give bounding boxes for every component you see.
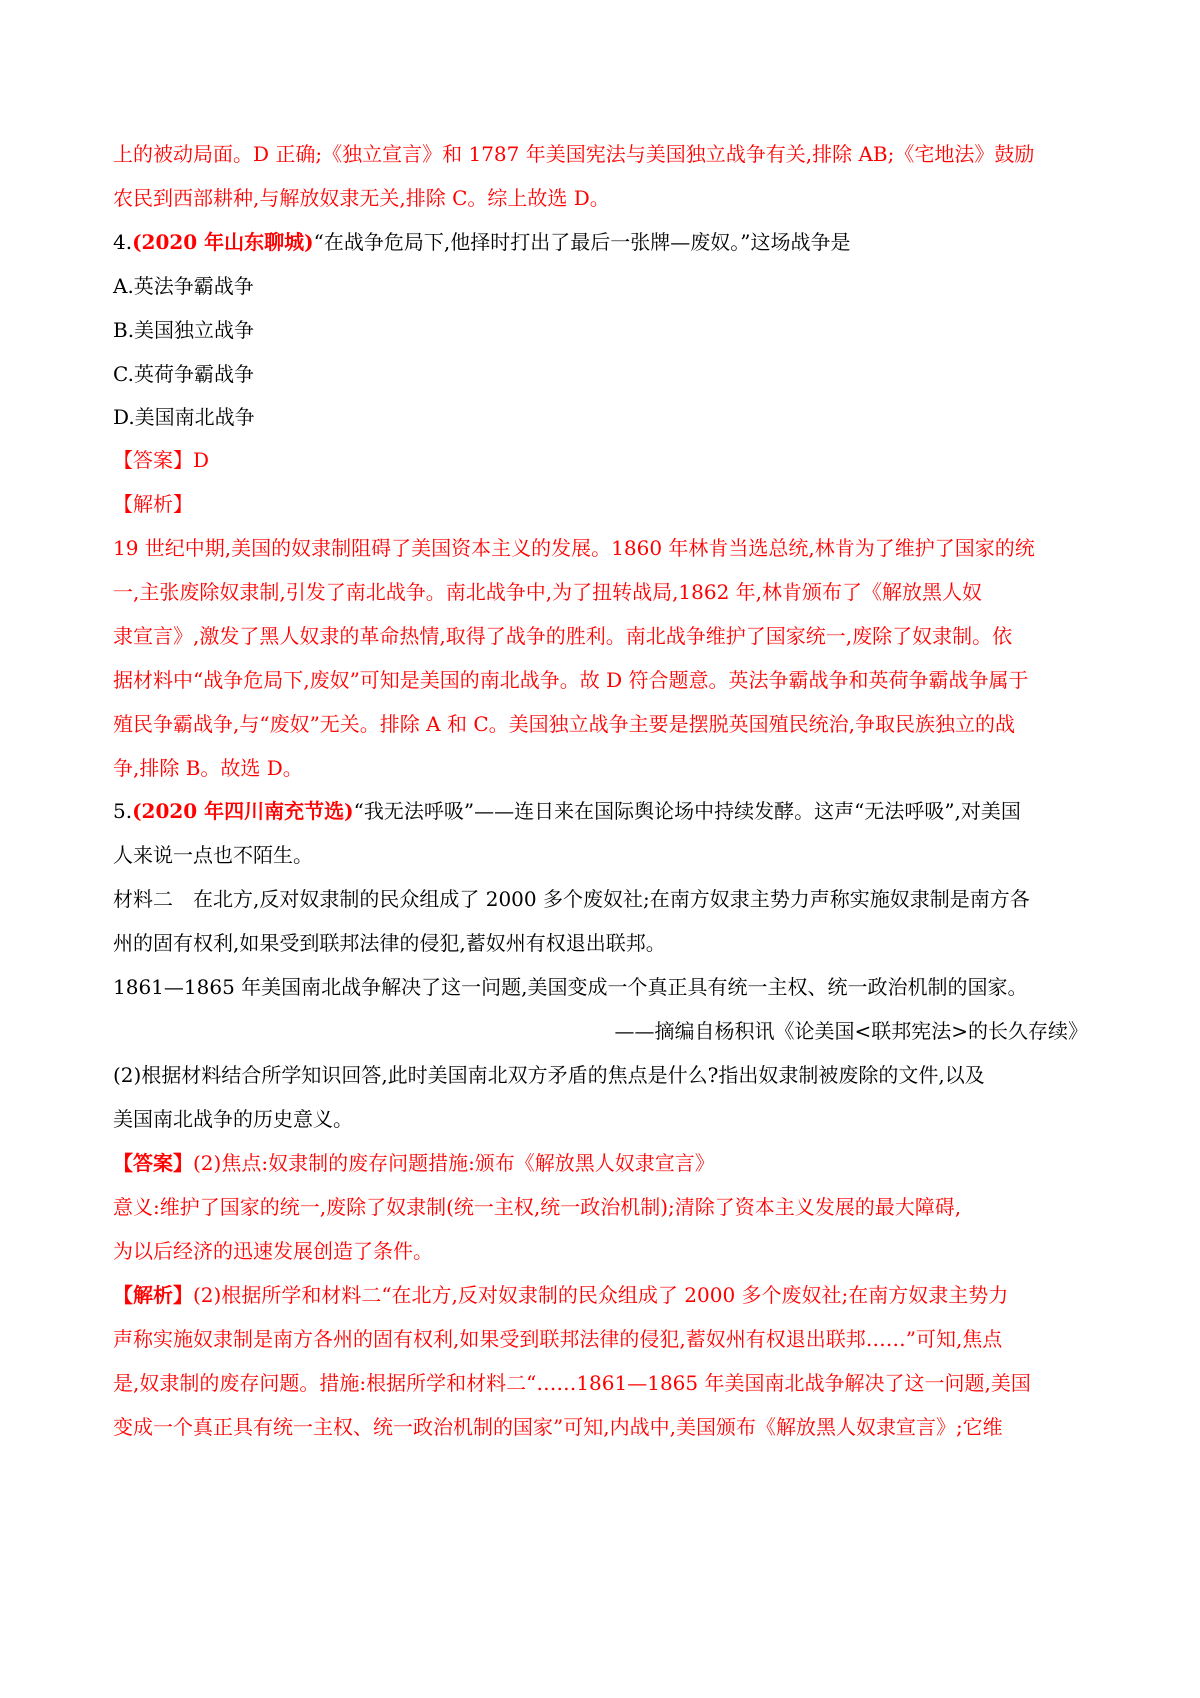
q4-option-b: B.美国独立战争 bbox=[113, 318, 255, 342]
q4-analysis-line-1: 19 世纪中期,美国的奴隶制阻碍了美国资本主义的发展。1860 年林肯当选总统,林肯为了维护了国家的统 bbox=[113, 536, 1035, 560]
q4-stem bbox=[113, 228, 850, 256]
prev-analysis-line-2: 农民到西部耕种,与解放奴隶无关,排除 C。综上故选 D。 bbox=[113, 186, 610, 210]
q4-analysis-label: 【解析】 bbox=[113, 492, 193, 516]
q4-source: (2020 年山东聊城) bbox=[132, 230, 314, 254]
q5-material-line-2: 州的固有权利,如果受到联邦法律的侵犯,蓄奴州有权退出联邦。 bbox=[113, 931, 666, 955]
q5-analysis-line-1 bbox=[113, 1281, 1008, 1309]
q5-citation: ——摘编自杨积讯《论美国<联邦宪法>的长久存续》 bbox=[614, 1019, 1088, 1043]
q5-stem-line-2: 人来说一点也不陌生。 bbox=[113, 843, 313, 867]
q4-analysis-line-6: 争,排除 B。故选 D。 bbox=[113, 756, 303, 780]
q5-answer-line-2: 意义:维护了国家的统一,废除了奴隶制(统一主权,统一政治机制);清除了资本主义发展的最大障碍, bbox=[113, 1195, 962, 1219]
q5-material-line-1: 材料二 在北方,反对奴隶制的民众组成了 2000 多个废奴社;在南方奴隶主势力声称实施奴隶制是南方各 bbox=[113, 887, 1030, 911]
q5-analysis-text: (2)根据所学和材料二“在北方,反对奴隶制的民众组成了 2000 多个废奴社;在南方奴隶主势力 bbox=[193, 1283, 1009, 1307]
q5-answer-line-3: 为以后经济的迅速发展创造了条件。 bbox=[113, 1239, 433, 1263]
q4-analysis-line-4: 据材料中“战争危局下,废奴”可知是美国的南北战争。故 D 符合题意。英法争霸战争和英荷争霸战争属于 bbox=[113, 668, 1029, 692]
q5-analysis-line-2: 声称实施奴隶制是南方各州的固有权利,如果受到联邦法律的侵犯,蓄奴州有权退出联邦……”可知,焦点 bbox=[113, 1327, 1003, 1351]
q5-subquestion-line-2: 美国南北战争的历史意义。 bbox=[113, 1107, 353, 1131]
q5-subquestion-line-1: (2)根据材料结合所学知识回答,此时美国南北双方矛盾的焦点是什么?指出奴隶制被废除的文件,以及 bbox=[113, 1063, 985, 1087]
q4-option-c: C.英荷争霸战争 bbox=[113, 362, 254, 386]
q5-source: (2020 年四川南充节选) bbox=[132, 799, 354, 823]
q5-stem-text: “我无法呼吸”——连日来在国际舆论场中持续发酵。这声“无法呼吸”,对美国 bbox=[353, 799, 1021, 823]
q4-option-a: A.英法争霸战争 bbox=[113, 274, 254, 298]
q4-stem-text: “在战争危局下,他择时打出了最后一张牌—废奴。”这场战争是 bbox=[313, 230, 851, 254]
q5-material-line-3: 1861—1865 年美国南北战争解决了这一问题,美国变成一个真正具有统一主权、统一政治机制的国家。 bbox=[113, 975, 1028, 999]
q5-answer-text: (2)焦点:奴隶制的废存问题措施:颁布《解放黑人奴隶宣言》 bbox=[193, 1151, 715, 1175]
q5-number: 5. bbox=[113, 799, 133, 823]
q4-answer-value: D bbox=[193, 448, 210, 472]
q5-analysis-line-3: 是,奴隶制的废存问题。措施:根据所学和材料二“……1861—1865 年美国南北战争解决了这一问题,美国 bbox=[113, 1371, 1031, 1395]
q4-option-d: D.美国南北战争 bbox=[113, 405, 255, 429]
q4-answer bbox=[113, 446, 209, 474]
q4-answer-label: 【答案】 bbox=[113, 448, 193, 472]
q4-analysis-line-2: 一,主张废除奴隶制,引发了南北战争。南北战争中,为了扭转战局,1862 年,林肯颁布了《解放黑人奴 bbox=[113, 580, 983, 604]
q5-answer-line-1 bbox=[113, 1149, 715, 1177]
q4-analysis-line-3: 隶宣言》,激发了黑人奴隶的革命热情,取得了战争的胜利。南北战争维护了国家统一,废除了奴隶制。依 bbox=[113, 624, 1013, 648]
q5-stem bbox=[113, 797, 1021, 825]
q5-analysis-label: 【解析】 bbox=[113, 1283, 193, 1307]
q4-analysis-line-5: 殖民争霸战争,与“废奴”无关。排除 A 和 C。美国独立战争主要是摆脱英国殖民统治,争取民族独立的战 bbox=[113, 712, 1015, 736]
prev-analysis-line-1: 上的被动局面。D 正确;《独立宣言》和 1787 年美国宪法与美国独立战争有关,排除 AB;《宅地法》鼓励 bbox=[113, 142, 1035, 166]
q4-number: 4. bbox=[113, 230, 133, 254]
q5-analysis-line-4: 变成一个真正具有统一主权、统一政治机制的国家”可知,内战中,美国颁布《解放黑人奴隶宣言》;它维 bbox=[113, 1415, 1003, 1439]
q5-answer-label: 【答案】 bbox=[113, 1151, 193, 1175]
